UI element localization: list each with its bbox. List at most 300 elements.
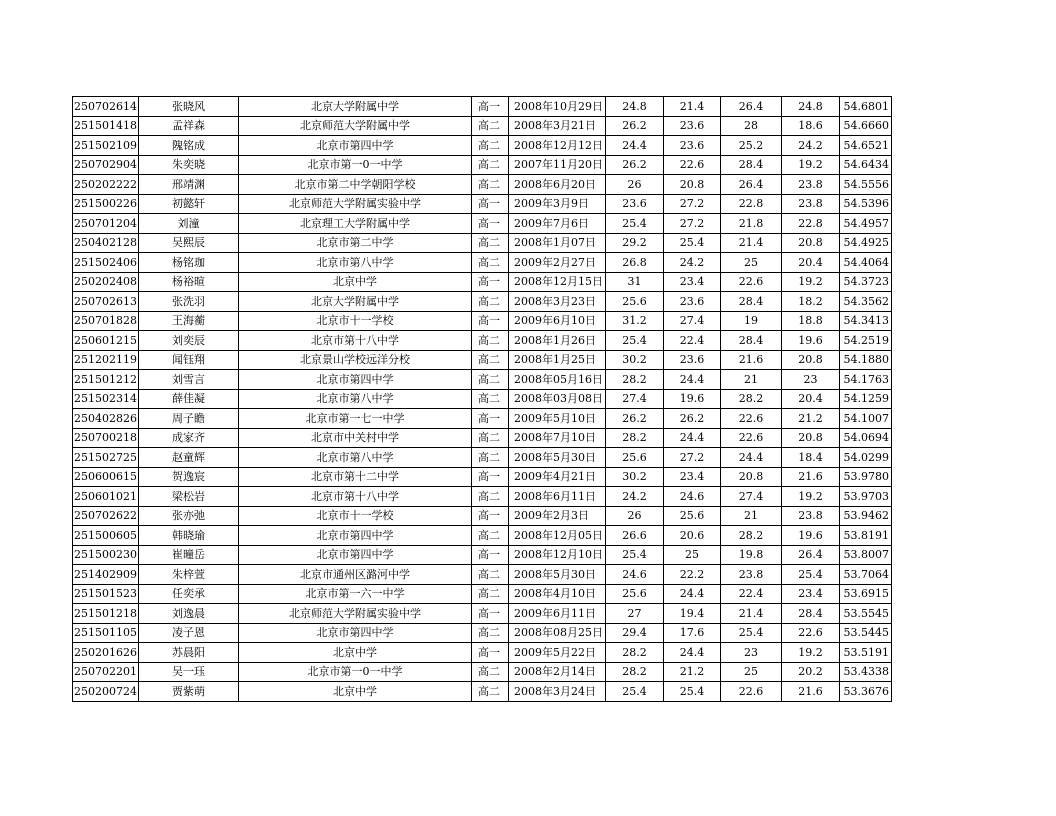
school-name-cell: 北京市第四中学 (239, 136, 472, 156)
score-2-cell: 25.6 (664, 506, 721, 526)
school-name-cell: 北京中学 (239, 272, 472, 292)
score-3-cell: 26.4 (721, 97, 782, 117)
school-name-cell: 北京景山学校远洋分校 (239, 350, 472, 370)
total-score-cell: 53.7064 (840, 565, 892, 585)
score-4-cell: 23.8 (782, 175, 840, 195)
student-id-cell: 251502314 (73, 389, 139, 409)
birth-date-cell: 2008年10月29日 (509, 97, 606, 117)
score-1-cell: 25.4 (606, 214, 664, 234)
score-3-cell: 23 (721, 643, 782, 663)
student-name-cell: 朱奕晓 (139, 155, 239, 175)
score-1-cell: 30.2 (606, 467, 664, 487)
student-name-cell: 隗铭成 (139, 136, 239, 156)
birth-date-cell: 2008年3月24日 (509, 682, 606, 702)
table-row (73, 136, 892, 156)
student-id-cell: 251502406 (73, 253, 139, 273)
grade-cell: 高二 (472, 292, 509, 312)
score-2-cell: 22.4 (664, 331, 721, 351)
birth-date-cell: 2008年05月16日 (509, 370, 606, 390)
school-name-cell: 北京市十一学校 (239, 311, 472, 331)
table-row (73, 448, 892, 468)
total-score-cell: 54.0299 (840, 448, 892, 468)
score-3-cell: 28.4 (721, 292, 782, 312)
school-name-cell: 北京市第十八中学 (239, 487, 472, 507)
table-row (73, 350, 892, 370)
birth-date-cell: 2008年1月25日 (509, 350, 606, 370)
score-4-cell: 19.2 (782, 155, 840, 175)
score-4-cell: 19.2 (782, 487, 840, 507)
score-3-cell: 21.4 (721, 604, 782, 624)
score-2-cell: 27.4 (664, 311, 721, 331)
score-1-cell: 26.8 (606, 253, 664, 273)
score-3-cell: 28.2 (721, 526, 782, 546)
score-3-cell: 25 (721, 253, 782, 273)
score-2-cell: 17.6 (664, 623, 721, 643)
total-score-cell: 54.0694 (840, 428, 892, 448)
student-name-cell: 凌子恩 (139, 623, 239, 643)
school-name-cell: 北京市第一0一中学 (239, 155, 472, 175)
table-row (73, 428, 892, 448)
table-row (73, 409, 892, 429)
school-name-cell: 北京师范大学附属中学 (239, 116, 472, 136)
school-name-cell: 北京师范大学附属实验中学 (239, 604, 472, 624)
score-1-cell: 26.2 (606, 155, 664, 175)
student-id-cell: 250601021 (73, 487, 139, 507)
score-3-cell: 19 (721, 311, 782, 331)
school-name-cell: 北京大学附属中学 (239, 292, 472, 312)
total-score-cell: 54.2519 (840, 331, 892, 351)
score-2-cell: 23.6 (664, 292, 721, 312)
student-id-cell: 250202408 (73, 272, 139, 292)
total-score-cell: 54.5396 (840, 194, 892, 214)
student-name-cell: 孟祥森 (139, 116, 239, 136)
grade-cell: 高一 (472, 643, 509, 663)
score-1-cell: 25.6 (606, 448, 664, 468)
student-id-cell: 251501212 (73, 370, 139, 390)
grade-cell: 高二 (472, 389, 509, 409)
score-3-cell: 28.4 (721, 155, 782, 175)
score-3-cell: 21 (721, 506, 782, 526)
birth-date-cell: 2009年2月3日 (509, 506, 606, 526)
birth-date-cell: 2008年12月05日 (509, 526, 606, 546)
student-name-cell: 张晓风 (139, 97, 239, 117)
school-name-cell: 北京市十一学校 (239, 506, 472, 526)
birth-date-cell: 2008年12月15日 (509, 272, 606, 292)
score-3-cell: 28.2 (721, 389, 782, 409)
score-2-cell: 24.4 (664, 643, 721, 663)
score-1-cell: 27 (606, 604, 664, 624)
table-row (73, 155, 892, 175)
student-id-cell: 250200724 (73, 682, 139, 702)
grade-cell: 高一 (472, 214, 509, 234)
score-4-cell: 18.2 (782, 292, 840, 312)
school-name-cell: 北京市第八中学 (239, 448, 472, 468)
student-name-cell: 张洗羽 (139, 292, 239, 312)
birth-date-cell: 2009年2月27日 (509, 253, 606, 273)
score-2-cell: 19.4 (664, 604, 721, 624)
results-table-body (73, 97, 892, 702)
score-4-cell: 19.6 (782, 526, 840, 546)
school-name-cell: 北京中学 (239, 643, 472, 663)
score-3-cell: 28.4 (721, 331, 782, 351)
score-2-cell: 27.2 (664, 214, 721, 234)
grade-cell: 高一 (472, 467, 509, 487)
grade-cell: 高二 (472, 565, 509, 585)
grade-cell: 高二 (472, 682, 509, 702)
score-2-cell: 22.2 (664, 565, 721, 585)
results-table (72, 96, 892, 702)
student-id-cell: 250702613 (73, 292, 139, 312)
score-1-cell: 31 (606, 272, 664, 292)
total-score-cell: 53.9462 (840, 506, 892, 526)
score-3-cell: 22.4 (721, 584, 782, 604)
grade-cell: 高二 (472, 253, 509, 273)
score-2-cell: 25 (664, 545, 721, 565)
birth-date-cell: 2009年4月21日 (509, 467, 606, 487)
birth-date-cell: 2008年6月20日 (509, 175, 606, 195)
score-3-cell: 24.4 (721, 448, 782, 468)
table-row (73, 116, 892, 136)
score-3-cell: 21.4 (721, 233, 782, 253)
score-3-cell: 20.8 (721, 467, 782, 487)
score-4-cell: 19.6 (782, 331, 840, 351)
student-name-cell: 薛佳凝 (139, 389, 239, 409)
school-name-cell: 北京市第二中学 (239, 233, 472, 253)
birth-date-cell: 2008年5月30日 (509, 448, 606, 468)
score-1-cell: 28.2 (606, 428, 664, 448)
school-name-cell: 北京市第四中学 (239, 545, 472, 565)
score-4-cell: 19.2 (782, 272, 840, 292)
total-score-cell: 54.1880 (840, 350, 892, 370)
school-name-cell: 北京市第八中学 (239, 389, 472, 409)
student-id-cell: 250202222 (73, 175, 139, 195)
total-score-cell: 53.4338 (840, 662, 892, 682)
student-name-cell: 苏晨阳 (139, 643, 239, 663)
score-3-cell: 28 (721, 116, 782, 136)
total-score-cell: 53.5545 (840, 604, 892, 624)
score-4-cell: 19.2 (782, 643, 840, 663)
table-row (73, 545, 892, 565)
score-4-cell: 24.2 (782, 136, 840, 156)
table-row (73, 389, 892, 409)
school-name-cell: 北京市第十二中学 (239, 467, 472, 487)
score-1-cell: 31.2 (606, 311, 664, 331)
score-3-cell: 22.6 (721, 682, 782, 702)
grade-cell: 高二 (472, 487, 509, 507)
score-1-cell: 29.4 (606, 623, 664, 643)
score-4-cell: 18.6 (782, 116, 840, 136)
score-1-cell: 24.8 (606, 97, 664, 117)
score-4-cell: 23.4 (782, 584, 840, 604)
school-name-cell: 北京市第一0一中学 (239, 662, 472, 682)
score-3-cell: 25 (721, 662, 782, 682)
score-1-cell: 26.2 (606, 116, 664, 136)
student-id-cell: 250701828 (73, 311, 139, 331)
score-1-cell: 27.4 (606, 389, 664, 409)
student-id-cell: 250702614 (73, 97, 139, 117)
score-3-cell: 22.6 (721, 409, 782, 429)
total-score-cell: 53.8007 (840, 545, 892, 565)
student-id-cell: 250601215 (73, 331, 139, 351)
score-1-cell: 26 (606, 175, 664, 195)
school-name-cell: 北京师范大学附属实验中学 (239, 194, 472, 214)
school-name-cell: 北京市中关村中学 (239, 428, 472, 448)
score-4-cell: 23.8 (782, 506, 840, 526)
table-row (73, 662, 892, 682)
grade-cell: 高一 (472, 272, 509, 292)
score-4-cell: 20.8 (782, 428, 840, 448)
score-2-cell: 27.2 (664, 448, 721, 468)
score-1-cell: 24.4 (606, 136, 664, 156)
student-id-cell: 250700218 (73, 428, 139, 448)
student-name-cell: 朱梓萱 (139, 565, 239, 585)
grade-cell: 高一 (472, 545, 509, 565)
score-2-cell: 23.6 (664, 350, 721, 370)
birth-date-cell: 2008年3月21日 (509, 116, 606, 136)
birth-date-cell: 2008年12月12日 (509, 136, 606, 156)
student-name-cell: 杨铭珈 (139, 253, 239, 273)
school-name-cell: 北京市第十八中学 (239, 331, 472, 351)
score-1-cell: 26.6 (606, 526, 664, 546)
student-name-cell: 刘雪言 (139, 370, 239, 390)
score-3-cell: 25.4 (721, 623, 782, 643)
total-score-cell: 53.9703 (840, 487, 892, 507)
total-score-cell: 54.6660 (840, 116, 892, 136)
birth-date-cell: 2008年2月14日 (509, 662, 606, 682)
grade-cell: 高一 (472, 311, 509, 331)
score-1-cell: 28.2 (606, 662, 664, 682)
total-score-cell: 54.4957 (840, 214, 892, 234)
table-row (73, 565, 892, 585)
score-1-cell: 23.6 (606, 194, 664, 214)
score-3-cell: 22.6 (721, 428, 782, 448)
table-row (73, 97, 892, 117)
student-id-cell: 251202119 (73, 350, 139, 370)
student-id-cell: 250201626 (73, 643, 139, 663)
grade-cell: 高二 (472, 331, 509, 351)
student-name-cell: 王海蘅 (139, 311, 239, 331)
score-4-cell: 20.8 (782, 233, 840, 253)
score-2-cell: 24.4 (664, 584, 721, 604)
student-name-cell: 崔曈岳 (139, 545, 239, 565)
score-1-cell: 24.6 (606, 565, 664, 585)
student-name-cell: 刘潼 (139, 214, 239, 234)
total-score-cell: 54.6434 (840, 155, 892, 175)
grade-cell: 高二 (472, 233, 509, 253)
grade-cell: 高一 (472, 97, 509, 117)
score-4-cell: 20.4 (782, 253, 840, 273)
school-name-cell: 北京市第四中学 (239, 526, 472, 546)
grade-cell: 高二 (472, 370, 509, 390)
table-row (73, 292, 892, 312)
student-name-cell: 张亦弛 (139, 506, 239, 526)
table-row (73, 370, 892, 390)
grade-cell: 高二 (472, 526, 509, 546)
score-2-cell: 24.2 (664, 253, 721, 273)
grade-cell: 高二 (472, 155, 509, 175)
total-score-cell: 53.9780 (840, 467, 892, 487)
student-name-cell: 韩晓瑜 (139, 526, 239, 546)
score-3-cell: 23.8 (721, 565, 782, 585)
total-score-cell: 54.3413 (840, 311, 892, 331)
table-row (73, 331, 892, 351)
grade-cell: 高一 (472, 194, 509, 214)
student-id-cell: 250702622 (73, 506, 139, 526)
birth-date-cell: 2007年11月20日 (509, 155, 606, 175)
student-id-cell: 250600615 (73, 467, 139, 487)
birth-date-cell: 2008年3月23日 (509, 292, 606, 312)
grade-cell: 高二 (472, 428, 509, 448)
student-id-cell: 251500230 (73, 545, 139, 565)
total-score-cell: 54.4064 (840, 253, 892, 273)
birth-date-cell: 2008年03月08日 (509, 389, 606, 409)
score-4-cell: 23 (782, 370, 840, 390)
table-row (73, 623, 892, 643)
school-name-cell: 北京市第八中学 (239, 253, 472, 273)
score-4-cell: 21.2 (782, 409, 840, 429)
table-row (73, 487, 892, 507)
total-score-cell: 54.1763 (840, 370, 892, 390)
score-1-cell: 25.4 (606, 545, 664, 565)
grade-cell: 高一 (472, 409, 509, 429)
score-1-cell: 26.2 (606, 409, 664, 429)
grade-cell: 高二 (472, 175, 509, 195)
score-4-cell: 28.4 (782, 604, 840, 624)
student-id-cell: 251500605 (73, 526, 139, 546)
student-id-cell: 250702201 (73, 662, 139, 682)
score-2-cell: 24.4 (664, 370, 721, 390)
student-id-cell: 251500226 (73, 194, 139, 214)
table-row (73, 526, 892, 546)
score-2-cell: 20.6 (664, 526, 721, 546)
school-name-cell: 北京大学附属中学 (239, 97, 472, 117)
total-score-cell: 54.6801 (840, 97, 892, 117)
birth-date-cell: 2008年1月07日 (509, 233, 606, 253)
score-1-cell: 29.2 (606, 233, 664, 253)
score-3-cell: 19.8 (721, 545, 782, 565)
student-name-cell: 周子瞻 (139, 409, 239, 429)
grade-cell: 高一 (472, 506, 509, 526)
score-2-cell: 25.4 (664, 682, 721, 702)
score-3-cell: 21.8 (721, 214, 782, 234)
student-name-cell: 梁松岩 (139, 487, 239, 507)
student-id-cell: 251501523 (73, 584, 139, 604)
student-name-cell: 赵童辉 (139, 448, 239, 468)
table-row (73, 175, 892, 195)
birth-date-cell: 2008年08月25日 (509, 623, 606, 643)
student-id-cell: 251501105 (73, 623, 139, 643)
score-4-cell: 26.4 (782, 545, 840, 565)
total-score-cell: 54.6521 (840, 136, 892, 156)
student-id-cell: 250402128 (73, 233, 139, 253)
score-3-cell: 22.8 (721, 194, 782, 214)
birth-date-cell: 2009年7月6日 (509, 214, 606, 234)
student-name-cell: 邢靖渊 (139, 175, 239, 195)
score-4-cell: 24.8 (782, 97, 840, 117)
score-4-cell: 20.2 (782, 662, 840, 682)
score-1-cell: 25.4 (606, 331, 664, 351)
score-1-cell: 30.2 (606, 350, 664, 370)
grade-cell: 高二 (472, 623, 509, 643)
score-2-cell: 23.6 (664, 116, 721, 136)
birth-date-cell: 2008年1月26日 (509, 331, 606, 351)
score-2-cell: 23.6 (664, 136, 721, 156)
school-name-cell: 北京市通州区潞河中学 (239, 565, 472, 585)
score-2-cell: 25.4 (664, 233, 721, 253)
score-4-cell: 22.6 (782, 623, 840, 643)
score-1-cell: 24.2 (606, 487, 664, 507)
table-row (73, 584, 892, 604)
score-4-cell: 20.4 (782, 389, 840, 409)
total-score-cell: 54.5556 (840, 175, 892, 195)
student-id-cell: 251501218 (73, 604, 139, 624)
table-row (73, 214, 892, 234)
total-score-cell: 54.4925 (840, 233, 892, 253)
grade-cell: 高二 (472, 116, 509, 136)
score-3-cell: 25.2 (721, 136, 782, 156)
student-id-cell: 251402909 (73, 565, 139, 585)
score-4-cell: 22.8 (782, 214, 840, 234)
score-2-cell: 19.6 (664, 389, 721, 409)
score-2-cell: 24.6 (664, 487, 721, 507)
student-id-cell: 251502725 (73, 448, 139, 468)
total-score-cell: 54.1007 (840, 409, 892, 429)
table-row (73, 272, 892, 292)
student-name-cell: 贺逸宸 (139, 467, 239, 487)
student-name-cell: 贾紫萌 (139, 682, 239, 702)
total-score-cell: 53.5445 (840, 623, 892, 643)
score-2-cell: 24.4 (664, 428, 721, 448)
score-2-cell: 20.8 (664, 175, 721, 195)
school-name-cell: 北京市第二中学朝阳学校 (239, 175, 472, 195)
table-row (73, 682, 892, 702)
score-4-cell: 25.4 (782, 565, 840, 585)
table-row (73, 194, 892, 214)
total-score-cell: 53.3676 (840, 682, 892, 702)
score-2-cell: 21.2 (664, 662, 721, 682)
birth-date-cell: 2008年5月30日 (509, 565, 606, 585)
score-2-cell: 22.6 (664, 155, 721, 175)
score-4-cell: 18.4 (782, 448, 840, 468)
student-name-cell: 杨裕暄 (139, 272, 239, 292)
birth-date-cell: 2009年6月10日 (509, 311, 606, 331)
birth-date-cell: 2009年5月10日 (509, 409, 606, 429)
score-1-cell: 28.2 (606, 643, 664, 663)
total-score-cell: 53.6915 (840, 584, 892, 604)
student-name-cell: 成家齐 (139, 428, 239, 448)
score-3-cell: 26.4 (721, 175, 782, 195)
school-name-cell: 北京中学 (239, 682, 472, 702)
score-2-cell: 26.2 (664, 409, 721, 429)
grade-cell: 高二 (472, 584, 509, 604)
table-row (73, 604, 892, 624)
score-1-cell: 25.6 (606, 292, 664, 312)
birth-date-cell: 2009年3月9日 (509, 194, 606, 214)
school-name-cell: 北京市第四中学 (239, 370, 472, 390)
score-1-cell: 28.2 (606, 370, 664, 390)
school-name-cell: 北京理工大学附属中学 (239, 214, 472, 234)
student-name-cell: 吴一珏 (139, 662, 239, 682)
table-row (73, 311, 892, 331)
score-4-cell: 21.6 (782, 467, 840, 487)
score-4-cell: 23.8 (782, 194, 840, 214)
total-score-cell: 53.5191 (840, 643, 892, 663)
score-3-cell: 21 (721, 370, 782, 390)
table-row (73, 506, 892, 526)
student-id-cell: 250402826 (73, 409, 139, 429)
student-name-cell: 闻钰翔 (139, 350, 239, 370)
student-name-cell: 刘奕辰 (139, 331, 239, 351)
